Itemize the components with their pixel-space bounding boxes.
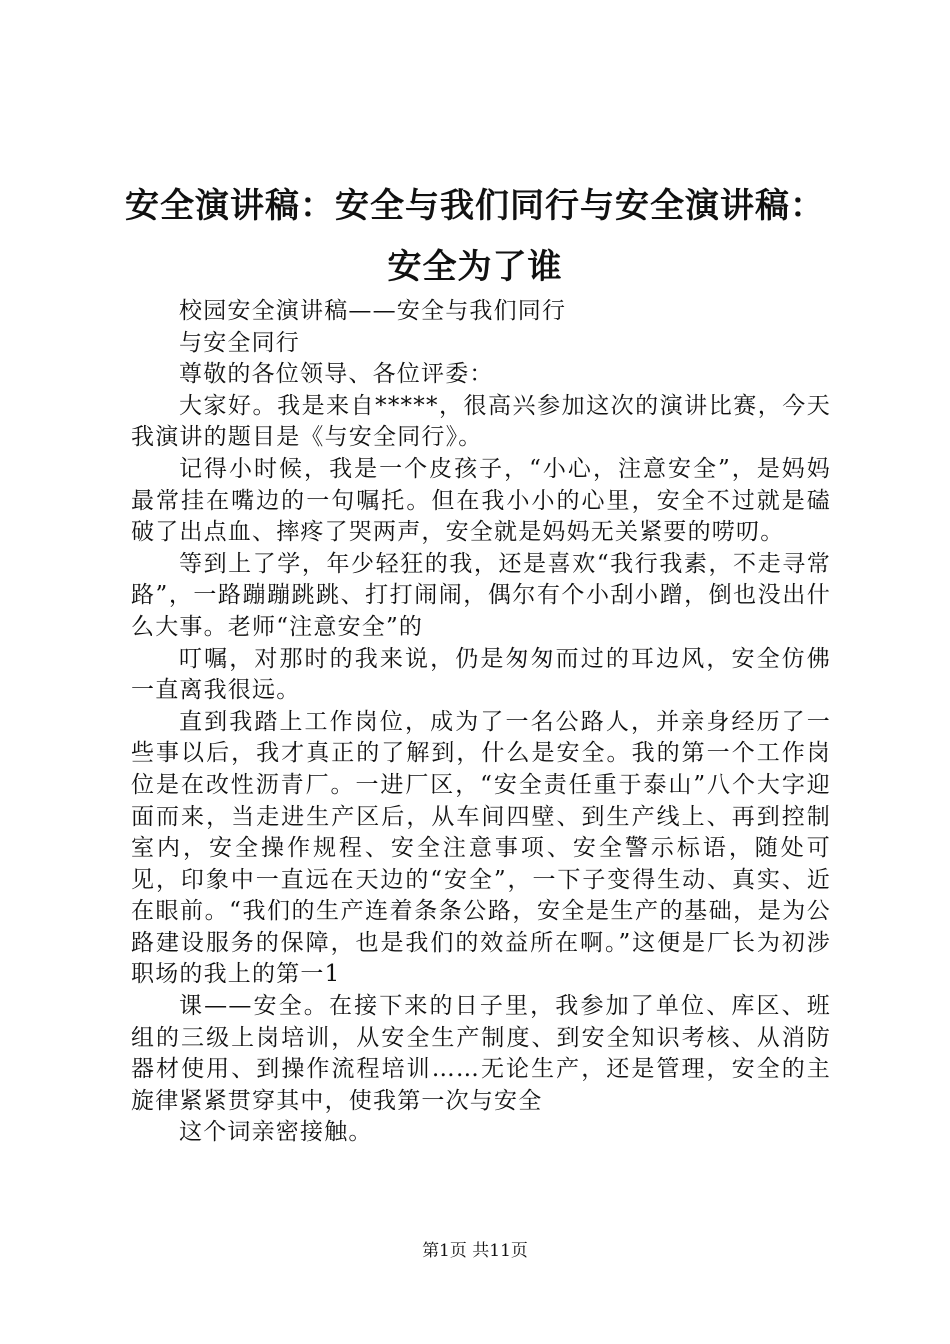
paragraph: 等到上了学，年少轻狂的我，还是喜欢“我行我素，不走寻常路”，一路蹦蹦跳跳、打打闹闹，偶尔有个小刮小蹭，倒也没出什么大事。老师“注意安全”的 <box>131 550 831 640</box>
paragraph: 记得小时候，我是一个皮孩子，“小心，注意安全”，是妈妈最常挂在嘴边的一句嘱托。但在我小小的心里，安全不过就是磕破了出点血、摔疼了哭两声，安全就是妈妈无关紧要的唠叨。 <box>131 455 831 546</box>
paragraph: 直到我踏上工作岗位，成为了一名公路人，并亲身经历了一些事以后，我才真正的了解到，什么是安全。我的第一个工作岗位是在改性沥青厂。一进厂区，“安全责任重于泰山”八个大字迎面而来，当走进生产区后，从车间四壁、到生产线上、再到控制室内，安全操作规程、安全注意事项、安全警示标语，随处可见，印象中一直远在天边的“安全”，一下子变得生动、真实、近在眼前。“我们的生产连着条条公路，安全是生产的基础，是为公路建设服务的保障，也是我们的效益所在啊。”这便是厂长为初涉职场的我上的第一1 <box>131 708 831 988</box>
document-title-line2: 安全为了谁 <box>387 247 563 287</box>
document-body <box>131 296 831 1149</box>
paragraph: 大家好。我是来自*****，很高兴参加这次的演讲比赛，今天我演讲的题目是《与安全同行》。 <box>131 392 831 451</box>
page-number-footer: 第1页 共11页 <box>422 1241 528 1261</box>
paragraph: 叮嘱，对那时的我来说，仍是匆匆而过的耳边风，安全仿佛一直离我很远。 <box>131 645 831 704</box>
paragraph: 这个词亲密接触。 <box>179 1119 373 1146</box>
document-title-line1: 安全演讲稿：安全与我们同行与安全演讲稿： <box>125 186 825 226</box>
paragraph-subtitle: 校园安全演讲稿——安全与我们同行 <box>179 298 567 324</box>
paragraph-heading: 与安全同行 <box>179 329 300 356</box>
paragraph: 课——安全。在接下来的日子里，我参加了单位、库区、班组的三级上岗培训，从安全生产制度、到安全知识考核、从消防器材使用、到操作流程培训……无论生产，还是管理，安全的主旋律紧紧贯穿其中，使我第一次与安全 <box>131 993 831 1114</box>
paragraph-salutation: 尊敬的各位领导、各位评委： <box>179 361 494 388</box>
